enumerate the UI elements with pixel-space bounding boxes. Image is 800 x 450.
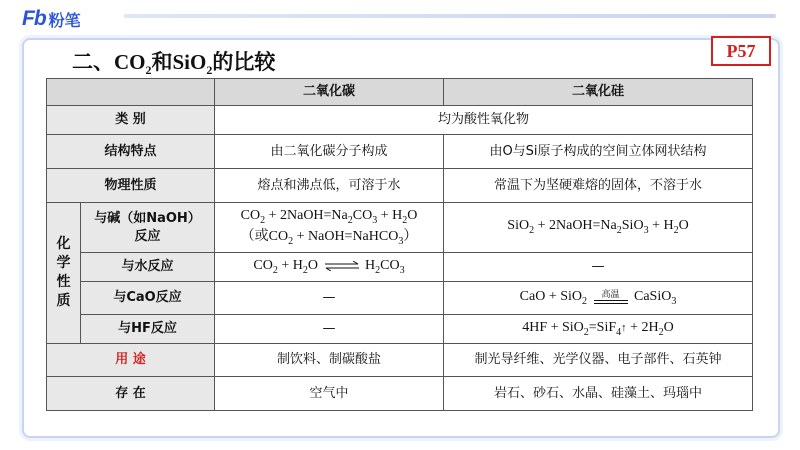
table-row (47, 344, 753, 377)
cell-hf-co2: — (215, 315, 444, 344)
cell-hf-sio2: 4HF + SiO$_2$=SiF$_4$↑ + $2H_2O$ (444, 315, 753, 344)
page-ref-badge: P57 (711, 36, 771, 66)
condition-equals-sign (594, 290, 628, 304)
table-row (47, 377, 753, 411)
table-row (47, 282, 753, 315)
corner-cell (47, 79, 215, 106)
cell-use-co2: 制饮料、制碳酸盐 (215, 344, 444, 377)
col-header-co2: 二氧化碳 (215, 79, 444, 106)
row-label-structure: 结构特点 (47, 135, 215, 169)
title-part: 和SiO (151, 50, 207, 74)
cell-water-sio2: — (444, 253, 753, 282)
row-label-base (81, 203, 215, 253)
cell-category-merged: 均为酸性氧化物 (215, 106, 753, 135)
cell-structure-co2: 由二氧化碳分子构成 (215, 135, 444, 169)
equation: $SiO_2 + 2NaOH=Na_2SiO_3 + H_2O$ (507, 218, 689, 237)
col-header-sio2: 二氧化硅 (444, 79, 753, 106)
table-row (47, 315, 753, 344)
title-part: 的比较 (212, 50, 276, 74)
group-char: 性 (56, 274, 71, 290)
table-row (47, 169, 753, 203)
cell-structure-sio2: 由O与Si原子构成的空间立体网状结构 (444, 135, 753, 169)
title-part: 二、CO (72, 50, 146, 74)
table-row (47, 253, 753, 282)
row-label-category: 类 别 (47, 106, 215, 135)
cell-base-co2 (215, 203, 444, 253)
cell-cao-sio2: CaO + SiO$_2$ 高温 CaSiO$_3$ (444, 282, 753, 315)
equation: $CO_2$ + $2NaOH=Na_2CO_3 + H_2O$ (240, 208, 418, 226)
logo-mark: Fb (22, 7, 46, 30)
cell-exist-co2: 空气中 (215, 377, 444, 411)
logo-name: 粉笔 (48, 10, 81, 30)
brand-logo (22, 7, 81, 31)
cell-cao-co2: — (215, 282, 444, 315)
cell-physical-sio2: 常温下为坚硬难熔的固体，不溶于水 (444, 169, 753, 203)
title-sub: 2 (206, 63, 213, 78)
table-row (47, 203, 753, 253)
title-sub: 2 (145, 63, 152, 78)
comparison-table (46, 78, 753, 411)
cell-exist-sio2: 岩石、砂石、水晶、硅藻土、玛瑙中 (444, 377, 753, 411)
row-label-hf: 与HF反应 (81, 315, 215, 344)
equation: （或$CO_2$ + NaOH=NaHCO$_3$） (240, 228, 418, 247)
group-char: 化 (56, 236, 71, 253)
row-label-exist: 存 在 (47, 377, 215, 411)
table-row (47, 135, 753, 169)
row-label-physical: 物理性质 (47, 169, 215, 203)
row-label-cao: 与CaO反应 (81, 282, 215, 315)
header-rule (124, 14, 776, 18)
cell-base-sio2 (444, 203, 753, 253)
label-line: 与碱（如NaOH） (94, 210, 201, 226)
table-header-row (47, 79, 753, 106)
cell-water-co2: $CO_2 + H_2O$ $H_2CO_3$ (215, 253, 444, 282)
label-line: 反应 (134, 228, 161, 244)
reaction-condition: 高温 (601, 288, 620, 299)
cell-physical-co2: 熔点和沸点低，可溶于水 (215, 169, 444, 203)
page-title (72, 46, 275, 78)
row-label-use: 用 途 (47, 344, 215, 377)
group-label-chemical (47, 203, 81, 344)
group-char: 学 (56, 255, 71, 272)
gas-up-arrow-icon: ↑ (621, 321, 627, 334)
group-char: 质 (56, 292, 71, 309)
row-label-water: 与水反应 (81, 253, 215, 282)
table-row (47, 106, 753, 135)
cell-use-sio2: 制光导纤维、光学仪器、电子部件、石英钟 (444, 344, 753, 377)
reversible-arrow-icon (324, 261, 360, 271)
